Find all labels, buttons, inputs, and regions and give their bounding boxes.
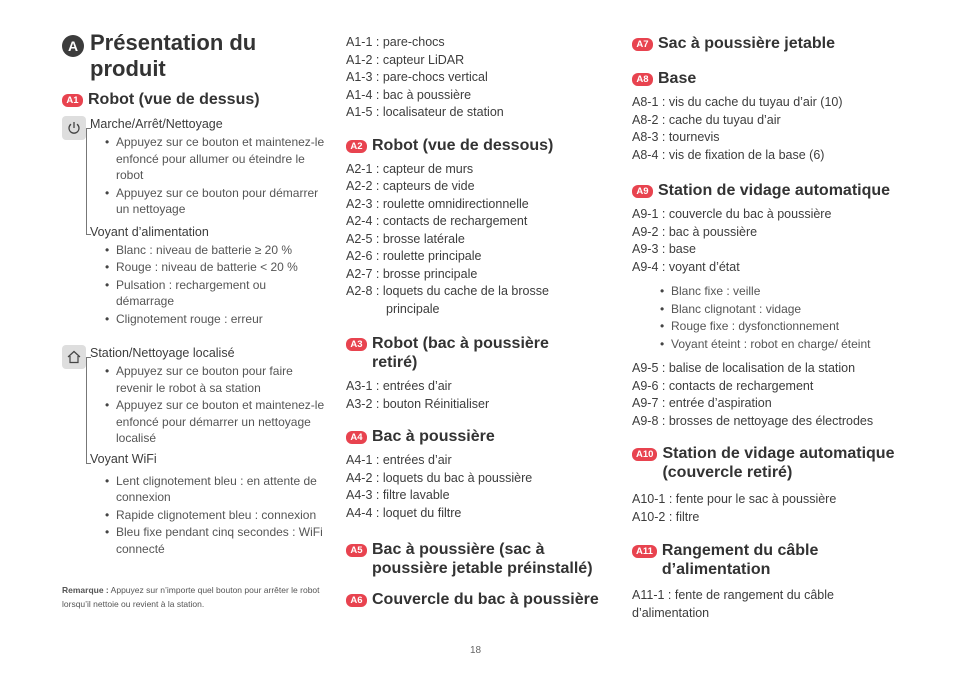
- power-button-title: Marche/Arrêt/Nettoyage: [90, 117, 223, 131]
- list-item: A1-4 : bac à poussière: [346, 87, 472, 102]
- bullet-item: • Lent clignotement bleu : en attente de connexion: [105, 473, 326, 506]
- list-item: A11-1 : fente de rangement du câble: [632, 588, 834, 602]
- power-icon: [62, 116, 86, 140]
- badge-a8: A8: [632, 73, 653, 86]
- list-item: A9-1 : couvercle du bac à poussière: [632, 207, 832, 221]
- badge-a5: A5: [346, 544, 367, 557]
- heading-a1-title: Robot (vue de dessus): [88, 91, 260, 108]
- column-1: [62, 30, 324, 611]
- badge-a3: A3: [346, 338, 367, 351]
- heading-a7-title: Sac à poussière jetable: [658, 35, 835, 52]
- a9-parts-list-2: [632, 360, 912, 430]
- list-item: d’alimentation: [632, 605, 710, 620]
- bullet-item: • Clignotement rouge : erreur: [105, 311, 326, 328]
- list-item: A9-3 : base: [632, 242, 696, 256]
- list-item: A9-5 : balise de localisation de la station: [632, 361, 856, 375]
- a3-parts-list: [346, 378, 611, 413]
- note-text: Appuyez sur n’importe quel bouton pour arrêter le robot lorsqu’il nettoie ou revient à la station.: [62, 585, 320, 609]
- section-heading: [62, 30, 324, 82]
- home-icon: [62, 345, 86, 369]
- heading-a5-title: Bac à poussière (sac à poussière jetable préinstallé): [372, 541, 593, 577]
- bullet-item: • Pulsation : rechargement ou démarrage: [105, 277, 326, 310]
- list-item: A2-3 : roulette omnidirectionnelle: [346, 196, 529, 211]
- bullet-item: • Rapide clignotement bleu : connexion: [105, 507, 326, 524]
- home-button-title: Station/Nettoyage localisé: [90, 346, 235, 360]
- list-item: A2-6 : roulette principale: [346, 249, 482, 263]
- badge-a1: A1: [62, 94, 83, 107]
- heading-a10: [632, 444, 912, 482]
- page-number: 18: [470, 645, 482, 656]
- list-item: A9-8 : brosses de nettoyage des électrodes: [632, 413, 874, 428]
- list-item: A3-2 : bouton Réinitialiser: [346, 396, 490, 411]
- heading-a11: [632, 541, 912, 579]
- bullet-item: • Appuyez sur ce bouton pour faire revenir le robot à sa station: [105, 363, 326, 396]
- bullet-item: • Bleu fixe pendant cinq secondes : WiFi connecté: [105, 524, 326, 557]
- list-item: A1-1 : pare-chocs: [346, 35, 445, 49]
- list-item: A4-2 : loquets du bac à poussière: [346, 470, 533, 485]
- badge-a9: A9: [632, 185, 653, 198]
- list-item: A4-4 : loquet du filtre: [346, 505, 462, 520]
- badge-a2: A2: [346, 140, 367, 153]
- heading-a11-title: Rangement du câble d’alimentation: [661, 542, 819, 578]
- wifi-indicator-title: Voyant WiFi: [90, 451, 157, 466]
- a10-parts-list: [632, 491, 912, 526]
- list-item: A1-5 : localisateur de station: [346, 105, 504, 119]
- heading-a6: [346, 590, 611, 609]
- list-item: A9-2 : bac à poussière: [632, 224, 758, 239]
- power-button-bullets: [90, 134, 326, 218]
- page-title: Présentation du produit: [90, 30, 257, 81]
- heading-a2: [346, 136, 611, 155]
- home-button-block: [62, 345, 324, 585]
- bullet-item: • Blanc fixe : veille: [660, 283, 875, 300]
- badge-a7: A7: [632, 38, 653, 51]
- list-item: A10-2 : filtre: [632, 509, 700, 524]
- list-item: A2-5 : brosse latérale: [346, 231, 465, 246]
- power-indicator-title: Voyant d’alimentation: [90, 224, 209, 239]
- list-item: A2-1 : capteur de murs: [346, 161, 474, 176]
- home-button-bullets: [90, 363, 326, 447]
- badge-a11: A11: [632, 545, 657, 558]
- bullet-item: • Voyant éteint : robot en charge/ éteint: [660, 336, 875, 353]
- a9-parts-list: [632, 206, 912, 276]
- heading-a3-title: Robot (bac à poussière retiré): [372, 335, 549, 371]
- bullet-item: • Rouge fixe : dysfonctionnement: [660, 318, 875, 335]
- wifi-indicator-bullets: [90, 473, 326, 558]
- list-item: A8-2 : cache du tuyau d’air: [632, 112, 781, 127]
- section-letter-badge: A: [62, 35, 84, 57]
- column-3: [632, 34, 912, 622]
- heading-a6-title: Couvercle du bac à poussière: [372, 591, 599, 608]
- heading-a10-title: Station de vidage automatique (couvercle retiré): [662, 445, 895, 481]
- bullet-item: • Appuyez sur ce bouton et maintenez-le enfoncé pour allumer ou éteindre le robot: [105, 134, 326, 184]
- power-indicator-bullets: [90, 242, 326, 328]
- heading-a8-title: Base: [658, 70, 697, 87]
- list-item: principale: [386, 301, 440, 316]
- bullet-item: • Blanc : niveau de batterie ≥ 20 %: [105, 242, 326, 259]
- bullet-item: • Blanc clignotant : vidage: [660, 301, 875, 318]
- list-item: A10-1 : fente pour le sac à poussière: [632, 492, 837, 506]
- a8-parts-list: [632, 94, 912, 164]
- bullet-item: • Appuyez sur ce bouton et maintenez-le enfoncé pour démarrer un nettoyage localisé: [105, 397, 326, 447]
- heading-a7: [632, 34, 912, 53]
- list-item: A8-1 : vis du cache du tuyau d’air (10): [632, 95, 843, 109]
- list-item: A8-3 : tournevis: [632, 130, 720, 144]
- heading-a5: [346, 540, 611, 578]
- note: [62, 583, 324, 611]
- list-item: A9-4 : voyant d’état: [632, 259, 740, 274]
- list-item: A3-1 : entrées d’air: [346, 379, 452, 393]
- heading-a2-title: Robot (vue de dessous): [372, 136, 554, 154]
- a1-parts-list: [346, 34, 611, 122]
- badge-a10: A10: [632, 448, 657, 461]
- list-item: A4-3 : filtre lavable: [346, 488, 450, 502]
- list-item: A1-2 : capteur LiDAR: [346, 52, 465, 67]
- list-item: A2-4 : contacts de rechargement: [346, 214, 528, 228]
- list-item: A8-4 : vis de fixation de la base (6): [632, 147, 825, 162]
- heading-a9: [632, 181, 912, 200]
- badge-a4: A4: [346, 431, 367, 444]
- list-item: A4-1 : entrées d’air: [346, 453, 452, 467]
- heading-a8: [632, 69, 912, 88]
- heading-a3: [346, 334, 611, 372]
- list-item: A2-2 : capteurs de vide: [346, 179, 475, 193]
- note-label: Remarque :: [62, 585, 109, 595]
- heading-a4: [346, 427, 611, 446]
- list-item: A2-7 : brosse principale: [346, 266, 478, 281]
- heading-a1: [62, 90, 324, 109]
- a4-parts-list: [346, 452, 611, 522]
- list-item: A9-7 : entrée d’aspiration: [632, 396, 772, 410]
- power-button-block: [62, 116, 324, 341]
- a2-parts-list: [346, 161, 611, 319]
- list-item: A9-6 : contacts de rechargement: [632, 378, 814, 393]
- badge-a6: A6: [346, 594, 367, 607]
- column-2: [346, 34, 611, 609]
- list-item: A2-8 : loquets du cache de la brosse: [346, 284, 549, 298]
- bullet-item: • Rouge : niveau de batterie < 20 %: [105, 259, 326, 276]
- list-item: A1-3 : pare-chocs vertical: [346, 70, 488, 84]
- heading-a4-title: Bac à poussière: [372, 428, 495, 445]
- heading-a9-title: Station de vidage automatique: [658, 182, 891, 199]
- a11-parts-list: [632, 587, 912, 622]
- bullet-item: • Appuyez sur ce bouton pour démarrer un nettoyage: [105, 185, 326, 218]
- status-light-bullets: [632, 283, 875, 352]
